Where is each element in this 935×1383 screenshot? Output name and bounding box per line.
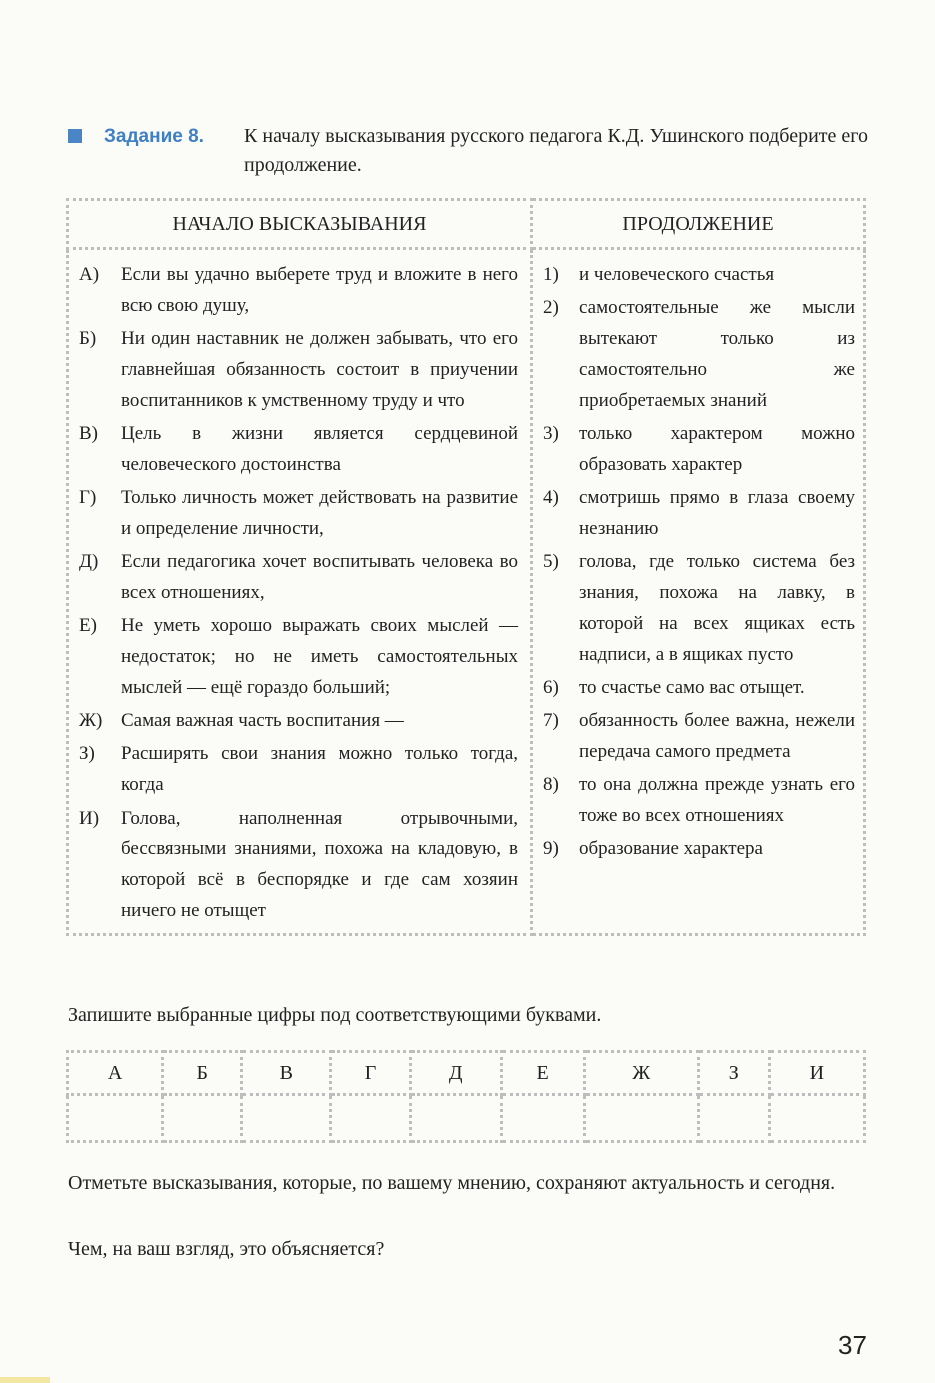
answer-instruction: Запишите выбранные цифры под соответствующими буквами. (68, 1004, 602, 1026)
beginning-item (69, 324, 530, 416)
square-bullet-icon (68, 129, 82, 143)
ending-item (533, 419, 863, 481)
answer-letter: И (769, 1052, 864, 1095)
answer-letters-row (68, 1052, 865, 1095)
beginning-item (69, 547, 530, 609)
beginning-item (69, 739, 530, 801)
answer-input-row (68, 1095, 865, 1142)
beginning-item (69, 611, 530, 703)
beginning-item-key: Б) (79, 328, 97, 350)
beginning-item-text: Если вы удачно выберете труд и вложите в него всю свою душу, (121, 264, 518, 316)
ending-item-key: 5) (543, 551, 559, 573)
answer-cell[interactable] (163, 1095, 242, 1142)
beginning-item (69, 260, 530, 322)
beginning-item-text: Расширять свои знания можно только тогда, когда (121, 743, 518, 796)
ending-item (533, 293, 863, 416)
beginning-item-text: Голова, наполненная отрывочными, бессвязными знаниями, похожа на кладовую, в которой всё в беспорядке и где сам хозяин ничего не отыщет (121, 807, 518, 921)
answer-letter: В (242, 1052, 331, 1095)
question-explanation: Чем, на ваш взгляд, это объясняется? (68, 1238, 385, 1260)
beginning-item (69, 804, 530, 927)
answer-cell[interactable] (584, 1095, 698, 1142)
beginning-item-text: Цель в жизни является сердцевиной человеческого достоинства (121, 422, 518, 475)
answer-cell[interactable] (242, 1095, 331, 1142)
left-column (68, 249, 532, 935)
beginning-item-key: В) (79, 422, 98, 444)
answer-letter: Ж (584, 1052, 698, 1095)
ending-item (533, 547, 863, 670)
ending-item (533, 834, 863, 865)
task-label: Задание 8. (104, 126, 204, 147)
beginning-item-text: Если педагогика хочет воспитывать человека во всех отношениях, (121, 551, 518, 603)
page-edge-stripe (0, 1377, 50, 1383)
header-left: НАЧАЛО ВЫСКАЗЫВАНИЯ (68, 200, 532, 249)
beginning-item (69, 483, 530, 545)
answer-letter: Е (501, 1052, 584, 1095)
page-number: 37 (838, 1330, 867, 1360)
ending-item-text: обязанность более важна, нежели передача самого предмета (579, 710, 855, 762)
ending-item-key: 9) (543, 838, 559, 860)
answer-cell[interactable] (331, 1095, 410, 1142)
ending-item-text: смотришь прямо в глаза своему незнанию (579, 487, 855, 539)
ending-item-key: 1) (543, 264, 559, 285)
ending-item-text: образование характера (579, 838, 763, 860)
ending-item-text: то счастье само вас отыщет. (579, 676, 805, 698)
ending-item-key: 3) (543, 422, 559, 444)
beginning-item (69, 706, 530, 737)
ending-item-key: 7) (543, 710, 559, 732)
beginning-item-key: Г) (79, 487, 97, 509)
beginning-item-key: З) (79, 743, 95, 765)
ending-item-text: и человеческого счастья (579, 264, 775, 285)
ending-item-text: только характером можно образовать характер (579, 422, 855, 475)
ending-item (533, 673, 863, 704)
beginning-item-key: И) (79, 807, 100, 829)
ending-item-text: голова, где только система без знания, похожа на лавку, в которой на всех ящиках есть надписи, а в ящиках пусто (579, 551, 855, 665)
ending-item-key: 4) (543, 487, 559, 509)
header-right: ПРОДОЛЖЕНИЕ (532, 200, 865, 249)
ending-item-key: 2) (543, 297, 559, 319)
beginning-item-key: Е) (79, 615, 97, 637)
statement-endings (533, 250, 863, 865)
task-text: К началу высказывания русского педагога К.Д. Ушинского подберите его продолжение. (244, 125, 868, 176)
answer-cell[interactable] (698, 1095, 769, 1142)
beginning-item (69, 419, 530, 481)
answer-cell[interactable] (501, 1095, 584, 1142)
statement-beginnings (69, 250, 530, 933)
beginning-item-text: Ни один наставник не должен забывать, что его главнейшая обязанность состоит в приучении воспитанников к умственному труду и что (121, 328, 518, 411)
beginning-item-key: Ж) (79, 710, 103, 732)
answer-cell[interactable] (769, 1095, 864, 1142)
answer-letter: Б (163, 1052, 242, 1095)
beginning-item-key: А) (79, 264, 100, 285)
ending-item-key: 6) (543, 676, 559, 698)
right-column (532, 249, 865, 935)
ending-item (533, 706, 863, 768)
answer-cell[interactable] (68, 1095, 163, 1142)
ending-item (533, 770, 863, 832)
beginning-item-text: Не уметь хорошо выражать своих мыслей — недостаток; но не иметь самостоятельных мыслей — ещё гораздо больший; (121, 615, 518, 698)
answer-cell[interactable] (410, 1095, 501, 1142)
answer-letter: З (698, 1052, 769, 1095)
answer-letter: А (68, 1052, 163, 1095)
ending-item-text: самостоятельные же мысли вытекают только из самостоятельно же приобретаемых знаний (579, 297, 855, 411)
question-relevance: Отметьте высказывания, которые, по вашему мнению, сохраняют актуальность и сегодня. (68, 1172, 836, 1194)
answer-grid (66, 1050, 866, 1143)
answer-letter: Г (331, 1052, 410, 1095)
ending-item (533, 483, 863, 545)
beginning-item-text: Самая важная часть воспитания — (121, 710, 404, 732)
ending-item-text: то она должна прежде узнать его тоже во всех отношениях (579, 774, 855, 827)
ending-item-key: 8) (543, 774, 559, 796)
beginning-item-text: Только личность может действовать на развитие и определение личности, (121, 487, 518, 539)
matching-table (66, 198, 866, 936)
beginning-item-key: Д) (79, 551, 99, 573)
answer-letter: Д (410, 1052, 501, 1095)
ending-item (533, 260, 863, 291)
